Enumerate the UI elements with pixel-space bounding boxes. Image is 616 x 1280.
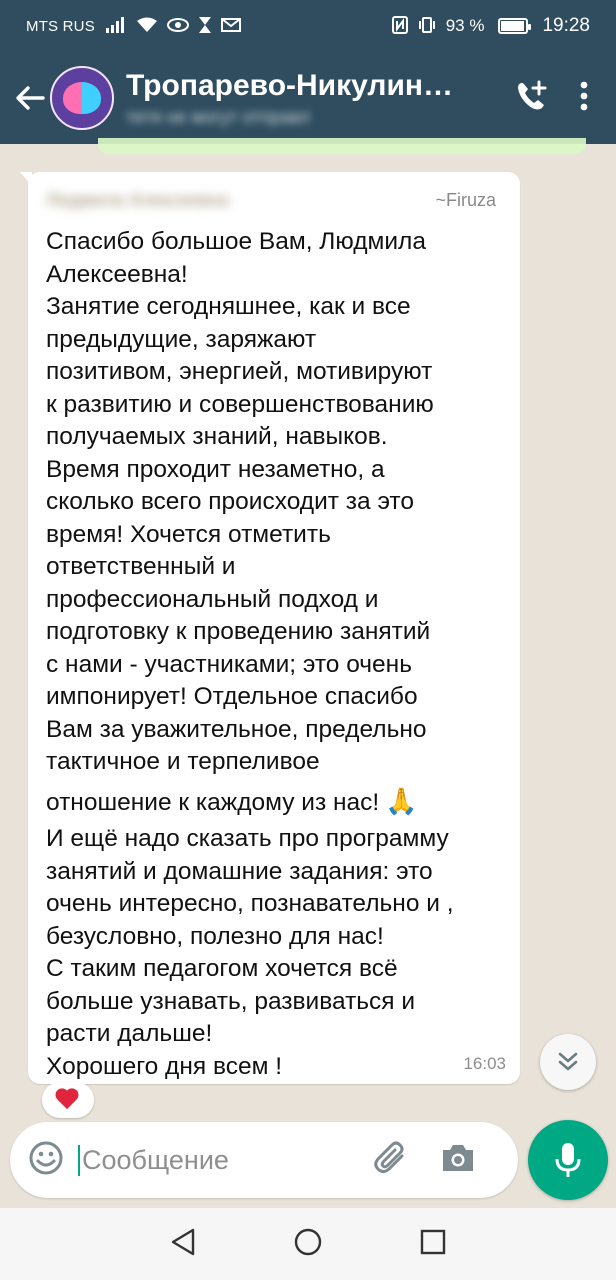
nav-back-button[interactable] [169, 1227, 197, 1262]
camera-button[interactable] [440, 1142, 476, 1179]
reaction-badge[interactable] [42, 1082, 94, 1118]
message-bubble[interactable] [28, 172, 520, 1084]
voice-message-button[interactable] [528, 1120, 608, 1200]
status-bar [0, 0, 616, 52]
previous-message-fragment [98, 138, 586, 154]
carrier-label: MTS RUS [26, 17, 95, 35]
message-line: И ещё надо сказать про программу [46, 825, 449, 852]
message-input-bar [10, 1122, 518, 1198]
camera-icon [440, 1142, 476, 1174]
mic-icon [554, 1141, 582, 1179]
back-arrow-icon [15, 85, 45, 111]
message-line: Время проходит незаметно, а [46, 455, 385, 483]
message-line: безусловно, полезно для нас! [46, 922, 384, 950]
attach-icon [372, 1139, 410, 1177]
status-left [26, 17, 241, 36]
battery-fill [501, 21, 523, 31]
message-line: очень интересно, познавательно и , [46, 890, 454, 917]
message-line: Вам за уважительное, предельно [46, 715, 427, 743]
eye-icon [167, 18, 189, 35]
message-line: предыдущие, заряжают [46, 325, 317, 353]
hourglass-icon [199, 17, 211, 36]
emoji-button[interactable] [28, 1140, 64, 1181]
chat-title: Тропарево-Никулино... [126, 68, 466, 102]
avatar[interactable] [50, 66, 114, 130]
message-line: с нами - участниками; это очень [46, 650, 412, 678]
message-text [46, 226, 504, 1083]
brain-logo-icon [63, 82, 101, 114]
status-right [392, 15, 590, 37]
chat-subtitle: тетя не могут отправл [126, 106, 310, 127]
header-actions [514, 78, 588, 119]
mail-icon [221, 18, 241, 35]
praying-hands-emoji: 🙏 [385, 785, 418, 816]
sender-row [46, 184, 504, 216]
more-vert-icon [580, 81, 588, 111]
message-line: Занятие сегодняшнее, как и все [46, 293, 411, 320]
more-options-button[interactable] [580, 81, 588, 116]
message-line: занятий и домашние задания: это [46, 857, 433, 885]
signal-icon [105, 17, 127, 36]
battery-icon [498, 18, 528, 34]
message-line: к развитию и совершенствованию [46, 390, 434, 418]
add-call-icon [514, 78, 550, 114]
message-line: позитивом, энергией, мотивируют [46, 358, 433, 385]
nav-back-icon [169, 1227, 197, 1257]
clock: 19:28 [542, 15, 590, 36]
scroll-down-button[interactable] [540, 1034, 596, 1090]
message-line: Алексеевна! [46, 260, 188, 288]
battery-percent: 93 % [445, 16, 485, 35]
chat-header [0, 52, 616, 144]
heart-icon [56, 1089, 80, 1111]
message-line: отношение к каждому из нас! 🙏 [46, 785, 418, 816]
nav-home-button[interactable] [293, 1227, 323, 1262]
message-line: подготовку к проведению занятий [46, 618, 431, 645]
message-line: время! Хочется отметить [46, 520, 331, 548]
message-line: ответственный и [46, 553, 236, 580]
message-line: получаемых знаний, навыков. [46, 423, 388, 450]
nav-recents-icon [419, 1228, 447, 1256]
nav-recents-button[interactable] [419, 1228, 447, 1261]
sender-alias: ~Firuza [435, 189, 496, 210]
add-call-button[interactable] [514, 78, 550, 119]
attach-button[interactable] [372, 1139, 410, 1182]
message-line: тактичное и терпеливое [46, 748, 320, 775]
message-line: сколько всего происходит за это [46, 488, 414, 515]
message-line: профессиональный подход и [46, 585, 379, 613]
message-input[interactable] [78, 1145, 358, 1176]
message-line: больше узнавать, развиваться и [46, 987, 416, 1015]
message-line: расти дальше! [46, 1020, 213, 1047]
message-time: 16:03 [463, 1054, 506, 1073]
message-line: импонирует! Отдельное спасибо [46, 683, 418, 710]
chevron-down-icon [555, 1049, 581, 1075]
vibrate-icon [418, 16, 436, 37]
nav-home-icon [293, 1227, 323, 1257]
emoji-icon [28, 1140, 64, 1176]
message-line: Спасибо большое Вам, Людмила [46, 228, 426, 255]
chat-title-wrap[interactable] [126, 69, 466, 128]
nfc-icon [392, 16, 408, 37]
wifi-icon [137, 17, 157, 36]
message-line: Хорошего дня всем ! [46, 1052, 283, 1080]
system-nav-bar [0, 1208, 616, 1280]
message-line: С таким педагогом хочется всё [46, 955, 398, 982]
sender-name: Людмила Алексеевна [46, 189, 229, 210]
